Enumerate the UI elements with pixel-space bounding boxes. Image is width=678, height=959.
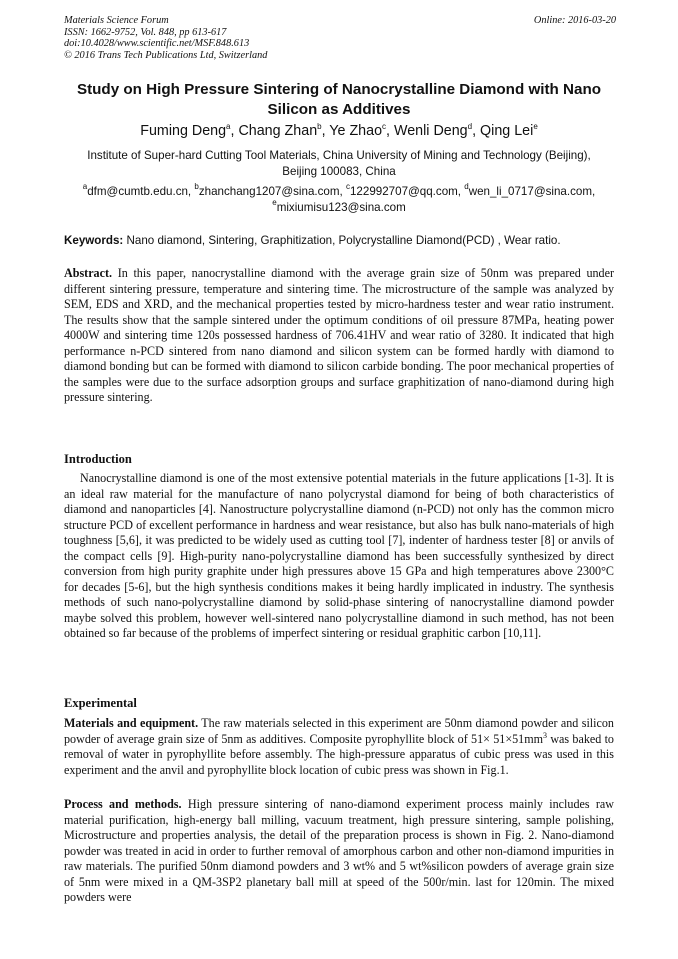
- author-sup: a: [226, 122, 231, 131]
- issn-line: ISSN: 1662-9752, Vol. 848, pp 613-617: [64, 26, 227, 38]
- keywords-label: Keywords:: [64, 234, 124, 247]
- author-sup: c: [382, 122, 387, 131]
- affiliation: [56, 148, 622, 179]
- email-sup: a: [82, 182, 88, 191]
- introduction-heading: Introduction: [64, 452, 132, 466]
- email-address: dfm@cumtb.edu.cn,: [87, 185, 192, 198]
- email-address: wen_li_0717@sina.com,: [468, 185, 596, 198]
- affiliation-line: Beijing 100083, China: [282, 164, 396, 178]
- cubic-sup: 3: [543, 730, 548, 740]
- journal-name: Materials Science Forum: [64, 15, 169, 26]
- email-address: zhanchang1207@sina.com,: [198, 185, 343, 198]
- keywords: [64, 233, 624, 248]
- author-name: Fuming Deng: [140, 123, 227, 139]
- abstract: [64, 266, 614, 406]
- abstract-text: In this paper, nanocrystalline diamond with the average grain size of 50nm was prepared under different sintering pressure, temperature and sintering time. The microstructure of the sample was analyzed by SEM, EDS and XRD, and the mechanical properties tested by micro-hardness tester and wear ratio instrument. The results show that the sample sintered under the optimum conditions of oil pressure 87MPa, heating power 4000W and sintering time 120s possessed hardness of 706.41HV and wear ratio of 3280. It indicated that high performance n-PCD sintered from nano diamond and silicon system can be formed hardly with diamond to diamond bonding but can be formed with diamond to silicon carbide bonding. The poor mechanical properties of the samples were due to the surface adsorption groups and surface graphitization of nano-diamond during high pressure sintering.: [64, 266, 614, 404]
- materials-text-1: The raw materials selected in this experiment are 50nm diamond powder and silicon powder of average grain size of 5nm as additives. Composite pyrophyllite block of 51× 51×51mm: [64, 716, 614, 746]
- process-paragraph: [64, 797, 614, 906]
- journal-header: [64, 15, 616, 61]
- author-sup: e: [533, 122, 538, 131]
- author-name: Wenli Deng: [393, 123, 468, 139]
- process-text: High pressure sintering of nano-diamond experiment process mainly includes raw material purification, high-energy ball milling, vacuum treatment, high pressure sintering, sample polishing, Microstructure and properties analysis, the detail of the preparation process is shown in Fig. 2. Nano-diamond powder was treated in acid in order to further removal of amorphous carbon and other non-diamond impurities in raw materials. The purified 50nm diamond powders and 3 wt% and 5 wt%silicon powders of average grain size of 5nm were mixed in a QM-3SP2 planetary ball mill at speed of the 500r/min. last for 120min. The mixed powders were: [64, 797, 614, 904]
- paper-title: Study on High Pressure Sintering of Nanocrystalline Diamond with Nano Silicon as Additives: [76, 81, 602, 118]
- author-name: Chang Zhan: [238, 123, 318, 139]
- abstract-label: Abstract.: [64, 266, 113, 280]
- process-label: Process and methods.: [64, 797, 182, 811]
- materials-text-2: was baked to removal of water in pyrophyllite before assembly. The high-pressure apparatus of cubic press was used in this experiment and the anvil and pyrophyllite block location of cubic press was shown in Fig.1.: [64, 731, 614, 777]
- online-date: Online: 2016-03-20: [533, 15, 616, 26]
- introduction-paragraph: Nanocrystalline diamond is one of the most extensive potential materials in the future applications [1-3]. It is an ideal raw material for the manufacture of nano polycrystal diamond for being of both characteristics of diamond and nanoparticles [4]. Nanostructure polycrystalline diamond (n-PCD) not only has the common micro structure PCD of excellent performance in hardness and wear resistance, but also has bulk nano-materials of high toughness [5,6], it was predicted to be widely used as cutting tool [7], indenter of hardness tester [8] or anvils of the compact cells [9]. High-purity nano-polycrystalline diamond has been successfully synthesized by direct conversion from high purity graphite under high pressures above 15 GPa and high temperatures above 2300°C for decades [5-6], but the high synthesis conditions makes it being hardly implicated in industry. The synthesis methods of such nano-polycrystalline diamond by solid-phase sintering of nanocrystalline diamond powder maybe solved this problem, however well-sintered nano polycrystalline diamond in such method, has not been obtained so far because of the problems of imperfect sintering or residual graphitic carbon [10,11].: [64, 471, 614, 640]
- copyright-line: © 2016 Trans Tech Publications Ltd, Switzerland: [64, 49, 268, 61]
- materials-paragraph: [64, 716, 614, 778]
- email-address: 122992707@qq.com,: [349, 185, 462, 198]
- author-list: Fuming Deng$^a$, Chang Zhan$^b$, Ye Zhao$^c$, Wenli Deng$^d$, Qing Lei$^e$: [140, 122, 538, 139]
- doi-line: doi:10.4028/www.scientific.net/MSF.848.613: [64, 38, 250, 50]
- email-sup: e: [272, 197, 277, 207]
- email-sup: d: [464, 182, 469, 191]
- email-list: [56, 184, 622, 215]
- keywords-text: Nano diamond, Sintering, Graphitization, Polycrystalline Diamond(PCD) , Wear ratio.: [123, 234, 561, 247]
- experimental-heading: Experimental: [64, 696, 137, 710]
- author-name: Ye Zhao: [329, 123, 383, 139]
- author-sup: d: [467, 122, 473, 131]
- email-address: mixiumisu123@sina.com: [276, 200, 406, 214]
- materials-label: Materials and equipment.: [64, 716, 199, 730]
- author-sup: b: [317, 122, 322, 131]
- email-sup: c: [345, 182, 350, 191]
- email-sup: b: [194, 182, 199, 191]
- affiliation-line: Institute of Super-hard Cutting Tool Materials, China University of Mining and Technology (Beijing),: [87, 149, 591, 162]
- author-name: Qing Lei: [480, 123, 534, 139]
